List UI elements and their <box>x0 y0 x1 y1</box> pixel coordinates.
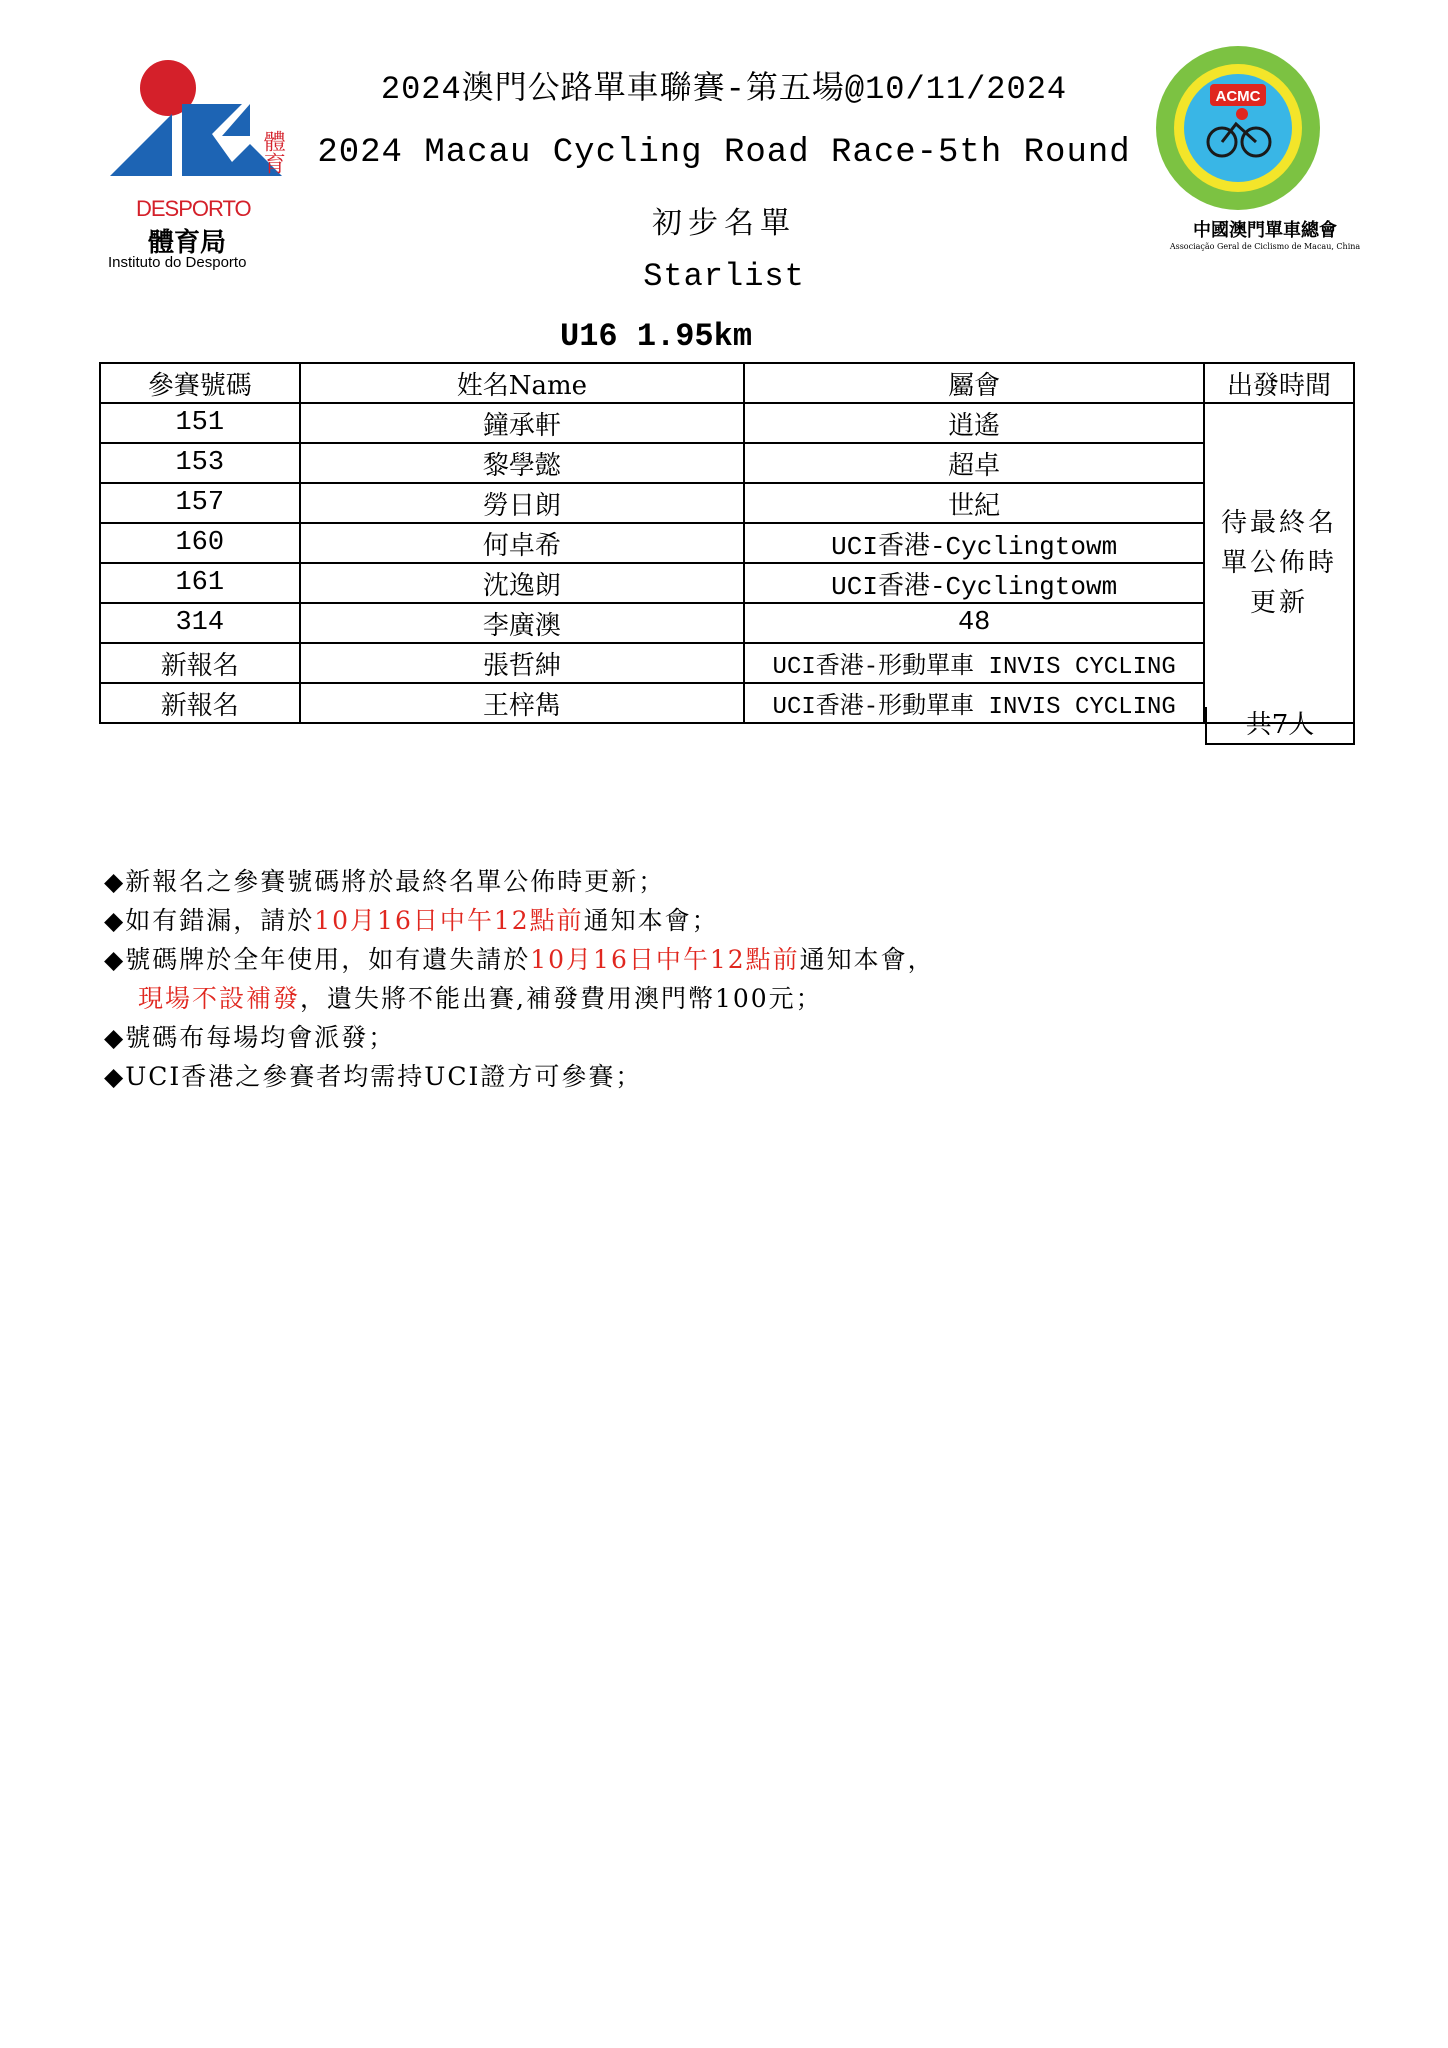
note-3 <box>104 940 935 979</box>
table-row <box>100 443 1354 483</box>
table-row <box>100 483 1354 523</box>
note-2-text-end: 通知本會； <box>583 906 719 935</box>
note-2-deadline: 10月16日中午12點前 <box>314 906 584 935</box>
cell-name: 張哲紳 <box>300 643 745 683</box>
cell-name: 勞日朗 <box>300 483 745 523</box>
notes-section <box>104 862 935 1096</box>
cell-club: UCI香港-形動單車 INVIS CYCLING <box>744 643 1204 683</box>
cell-number: 157 <box>100 483 300 523</box>
table-row <box>100 563 1354 603</box>
cell-number: 314 <box>100 603 300 643</box>
note-2 <box>104 901 935 940</box>
table-row <box>100 603 1354 643</box>
cell-club: 48 <box>744 603 1204 643</box>
desporto-brand: DESPORTO <box>136 196 251 221</box>
acmc-name-pt: Associação Geral de Ciclismo de Macau, China <box>1169 242 1361 251</box>
desporto-vertical-name: 體育 <box>260 130 286 174</box>
start-time-note-text: 待最終名單公佈時更新 <box>1221 508 1338 618</box>
acmc-emblem-icon <box>1150 44 1380 214</box>
note-4: ◆號碼布每場均會派發； <box>104 1023 396 1052</box>
cell-club: 逍遙 <box>744 403 1204 443</box>
subtitle-en: Starlist <box>643 258 805 295</box>
desporto-name-pt: Instituto do Desporto <box>108 254 247 271</box>
note-3-text-end: 通知本會， <box>799 945 935 974</box>
cell-club: UCI香港-Cyclingtowm <box>744 523 1204 563</box>
note-3-deadline: 10月16日中午12點前 <box>530 945 800 974</box>
note-3-fee: ，遺失將不能出賽,補發費用澳門幣100元； <box>300 984 823 1013</box>
subtitle-cn: 初步名單 <box>652 206 796 241</box>
table-header-row <box>100 363 1354 403</box>
header-name: 姓名Name <box>300 363 745 403</box>
cell-club: UCI香港-形動單車 INVIS CYCLING <box>744 683 1204 723</box>
note-3-no-reissue: 現場不設補發 <box>138 984 301 1013</box>
table-row <box>100 523 1354 563</box>
cell-name: 王梓雋 <box>300 683 745 723</box>
cell-name: 沈逸朗 <box>300 563 745 603</box>
header-number: 參賽號碼 <box>100 363 300 403</box>
header-start-time: 出發時間 <box>1204 363 1354 403</box>
header-club: 屬會 <box>744 363 1204 403</box>
note-3-text: ◆號碼牌於全年使用，如有遺失請於 <box>104 945 531 974</box>
note-3-continued <box>104 979 935 1018</box>
acmc-name-cn: 中國澳門單車總會 <box>1193 220 1337 241</box>
table-row <box>100 643 1354 683</box>
table-row <box>100 403 1354 443</box>
acmc-logo <box>1150 44 1380 264</box>
startlist-table <box>99 362 1355 724</box>
cell-number: 153 <box>100 443 300 483</box>
cell-name: 黎學懿 <box>300 443 745 483</box>
total-count: 共7人 <box>1205 707 1355 745</box>
note-1: ◆新報名之參賽號碼將於最終名單公佈時更新； <box>104 867 666 896</box>
cell-club: 世紀 <box>744 483 1204 523</box>
cell-name: 李廣澳 <box>300 603 745 643</box>
category-label: U16 1.95km <box>560 318 753 355</box>
cell-club: UCI香港-Cyclingtowm <box>744 563 1204 603</box>
note-2-text: ◆如有錯漏，請於 <box>104 906 315 935</box>
cell-number: 151 <box>100 403 300 443</box>
title-cn: 2024澳門公路單車聯賽-第五場@10/11/2024 <box>380 71 1068 108</box>
desporto-name-cn: 體育局 <box>148 228 227 258</box>
cell-name: 何卓希 <box>300 523 745 563</box>
cell-number: 新報名 <box>100 643 300 683</box>
cell-name: 鐘承軒 <box>300 403 745 443</box>
table-row <box>100 683 1354 723</box>
acmc-badge-text: ACMC <box>1215 88 1261 105</box>
cell-number: 161 <box>100 563 300 603</box>
cell-club: 超卓 <box>744 443 1204 483</box>
note-5: ◆UCI香港之參賽者均需持UCI證方可參賽； <box>104 1062 643 1091</box>
cell-number: 新報名 <box>100 683 300 723</box>
cell-start-time-note <box>1204 403 1354 723</box>
cell-number: 160 <box>100 523 300 563</box>
title-en: 2024 Macau Cycling Road Race-5th Round <box>317 134 1131 172</box>
